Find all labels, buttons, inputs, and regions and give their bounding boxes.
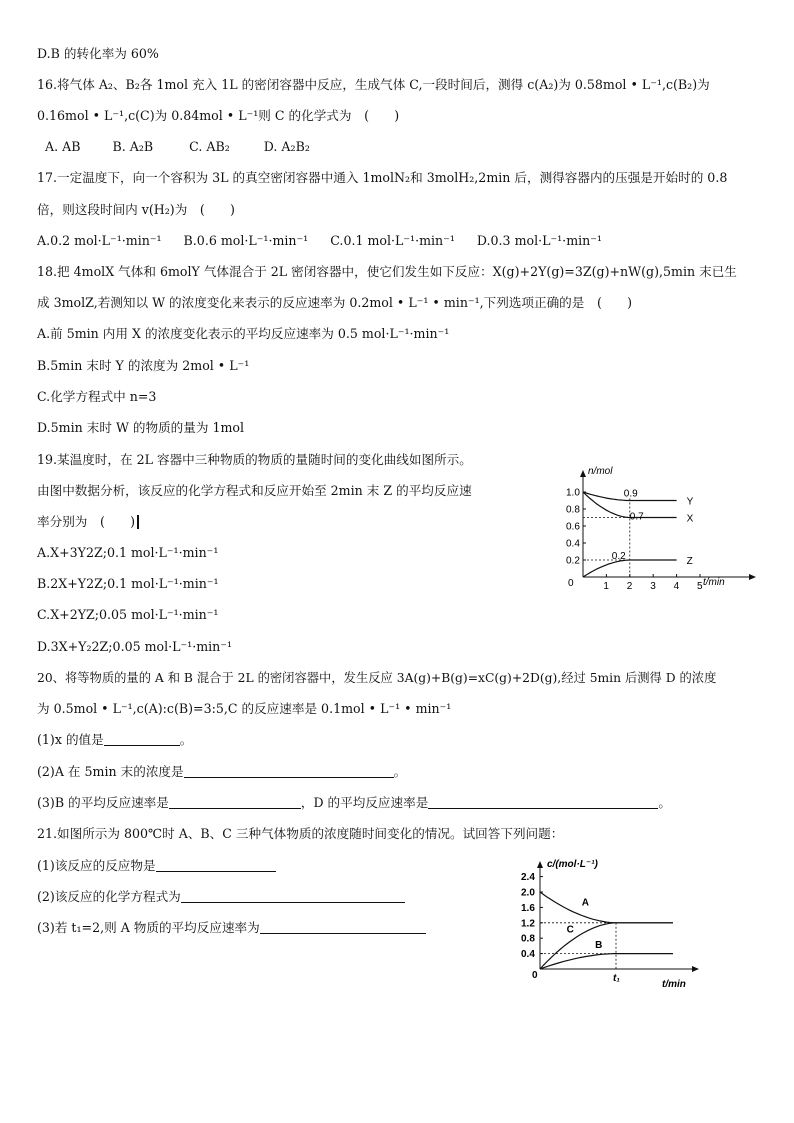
q20-part-3: (3)B 的平均反应速率是 ，D 的平均反应速率是 。 [37,795,671,810]
x-axis-label: t/min [662,979,686,990]
curve-b [540,954,673,969]
y-axis-label: n/mol [588,466,613,477]
q21-chart [515,855,705,993]
q20-answer-2-blank[interactable] [184,765,394,778]
x-tick-label: 2 [626,581,633,592]
q15-option-d: D.B 的转化率为 60% [37,46,159,61]
q20-part-1: (1)x 的值是 。 [37,732,193,747]
q17-option-b: B.0.6 mol·L⁻¹·min⁻¹ [183,233,309,248]
q21-answer-1-blank[interactable] [156,859,276,872]
x-tick-label: 5 [697,581,703,592]
series-label-x: X [686,513,694,525]
q21-stem: 21.如图所示为 800℃时 A、B、C 三种气体物质的浓度随时间变化的情况。试回答下列问题： [37,826,564,841]
q19-option-d: D.3X+Y₂2Z;0.05 mol·L⁻¹·min⁻¹ [37,639,232,654]
q18-option-d: D.5min 末时 W 的物质的量为 1mol [37,420,245,435]
origin-label: 0 [568,578,574,589]
q16-option-a: A. AB [45,139,81,154]
q20-answer-3a-blank[interactable] [169,796,301,809]
q19-stem-line-1: 19.某温度时，在 2L 容器中三种物质的物质的量随时间的变化曲线如图所示。 [37,452,472,467]
q19-option-a: A.X+3Y2Z;0.1 mol·L⁻¹·min⁻¹ [37,545,219,560]
q17-option-c: C.0.1 mol·L⁻¹·min⁻¹ [330,233,455,248]
annotation-0-9: 0.9 [623,488,638,500]
series-label-z: Z [686,556,693,567]
y-axis-label: c/(mol·L⁻¹) [547,859,598,870]
q16-stem-line-1: 16.将气体 A₂、B₂各 1mol 充入 1L 的密闭容器中反应，生成气体 C,一段时间后，测得 c(A₂)为 0.58mol • L⁻¹,c(B₂)为 [37,77,710,92]
y-tick-label: 0.4 [521,949,535,961]
curve-a [540,892,673,923]
q16-option-d: D. A₂B₂ [263,139,310,154]
q16-stem-line-2: 0.16mol • L⁻¹,c(C)为 0.84mol • L⁻¹则 C 的化学式为 ( ) [37,108,400,123]
y-tick-label: 0.6 [566,521,580,533]
series-label-c: C [566,924,574,936]
x-tick-label-t1: t₁ [613,973,620,984]
y-tick-label: 2.0 [521,887,535,899]
q21-answer-2-blank[interactable] [181,890,405,903]
x-tick-label: 1 [603,581,609,592]
q20-answer-3b-blank[interactable] [428,796,658,809]
y-tick-label: 1.6 [521,902,535,914]
q20-part-2: (2)A 在 5min 末的浓度是 。 [37,764,407,779]
q18-option-c: C.化学方程式中 n=3 [37,389,157,404]
x-axis-arrow [749,574,756,580]
y-tick-label: 1.0 [566,487,580,499]
text-cursor [137,515,139,529]
q17-option-a: A.0.2 mol·L⁻¹·min⁻¹ [37,233,162,248]
series-labels [687,497,694,568]
y-tick-label: 0.8 [566,504,580,516]
annotation-0-7: 0.7 [629,511,644,523]
x-tick-label: 3 [650,581,656,592]
x-tick-labels [613,973,620,984]
x-axis-arrow [692,966,699,972]
guide-lines [540,923,616,969]
y-tick-label: 0.4 [566,538,580,550]
q19-chart [560,462,760,592]
y-tick-label: 2.4 [521,872,535,884]
q16-option-c: C. AB₂ [189,139,230,154]
q17-option-d: D.0.3 mol·L⁻¹·min⁻¹ [476,233,602,248]
q20-stem-line-2: 为 0.5mol • L⁻¹,c(A):c(B)=3:5,C 的反应速率是 0.1mol • L⁻¹ • min⁻¹ [37,701,452,716]
q20-stem-line-1: 20、将等物质的量的 A 和 B 混合于 2L 的密闭容器中，发生反应 3A(g)+B(g)=xC(g)+2D(g),经过 5min 后测得 D 的浓度 [37,671,717,685]
q19-stem-line-3: 率分别为 ( ) [37,514,139,530]
q17-stem-line-1: 17.一定温度下，向一个容积为 3L 的真空密闭容器中通入 1molN₂和 3molH₂,2min 后，测得容器内的压强是开始时的 0.8 [37,170,728,185]
series-curves [540,892,673,969]
y-axis-arrow [537,861,543,868]
q17-stem-line-2: 倍，则这段时间内 v(H₂)为 ( ) [37,202,235,217]
annotation-0-2: 0.2 [611,551,626,562]
q16-options [37,139,310,155]
y-tick-label: 1.2 [521,918,535,930]
q18-stem-line-1: 18.把 4molX 气体和 6molY 气体混合于 2L 密闭容器中，使它们发生如下反应：X(g)+2Y(g)=3Z(g)+nW(g),5min 末已生 [37,264,737,279]
x-tick-label: 4 [673,581,680,592]
q21-part-3: (3)若 t₁=2,则 A 物质的平均反应速率为 [37,920,426,936]
q21-answer-3-blank[interactable] [260,921,426,934]
q18-option-b: B.5min 末时 Y 的浓度为 2mol • L⁻¹ [37,358,250,373]
q16-option-b: B. A₂B [112,139,154,154]
q18-option-a: A.前 5min 内用 X 的浓度变化表示的平均反应速率为 0.5 mol·L⁻¹·min⁻¹ [37,326,450,341]
series-label-a: A [581,897,590,909]
q18-stem-line-2: 成 3molZ,若测知以 W 的浓度变化来表示的反应速率为 0.2mol • L⁻¹ • min⁻¹,下列选项正确的是 ( ) [37,295,632,310]
origin-label: 0 [532,970,538,981]
series-label-b: B [595,939,603,951]
q20-answer-1-blank[interactable] [104,733,180,746]
q19-stem-line-2: 由图中数据分析，该反应的化学方程式和反应开始至 2min 末 Z 的平均反应速 [37,483,472,498]
y-axis-arrow [580,470,586,477]
q17-options [37,233,602,249]
series-label-y: Y [686,496,694,508]
y-tick-label: 0.2 [566,555,580,567]
q21-part-2: (2)该反应的化学方程式为 [37,889,405,905]
q19-option-b: B.2X+Y2Z;0.1 mol·L⁻¹·min⁻¹ [37,576,219,591]
q19-option-c: C.X+2YZ;0.05 mol·L⁻¹·min⁻¹ [37,607,219,622]
series-labels [567,897,603,950]
y-tick-label: 0.8 [521,933,535,945]
q21-part-1: (1)该反应的反应物是 [37,858,276,874]
x-axis-label: t/min [703,577,725,588]
